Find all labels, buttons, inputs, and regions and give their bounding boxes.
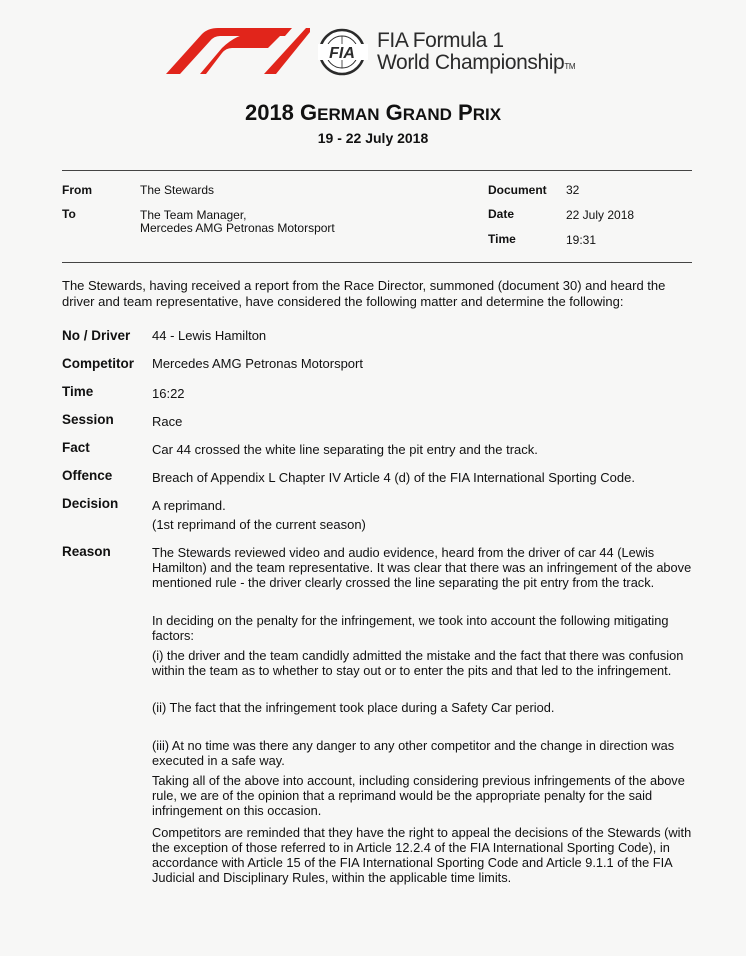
date-label: Date (488, 207, 515, 221)
reason-paragraph-6: Taking all of the above into account, including considering previous infringements of the above rule, we are of the opinion that a reprimand would be the appropriate penalty for the said infringement on this occasion. (152, 773, 685, 818)
from-label: From (62, 183, 92, 197)
reason-paragraph-1: The Stewards reviewed video and audio evidence, heard from the driver of car 44 (Lewis Hamilton) and the team representative. It was clear that there was an infringement of the above mentioned rule - the driver clearly crossed the line separating the pit entry from the track. (152, 545, 692, 590)
driver-value: 44 - Lewis Hamilton (152, 328, 267, 343)
document-label: Document (488, 183, 547, 197)
document-value: 32 (566, 183, 580, 197)
intro-paragraph: The Stewards, having received a report from the Race Director, summoned (document 30) and heard the driver and team representative, have considered the following matter and determine the following: (62, 278, 666, 309)
title-p: P (458, 100, 473, 125)
header-logo-band (150, 16, 610, 86)
reason-paragraph-2: In deciding on the penalty for the infringement, we took into account the following mitigating factors: (152, 613, 669, 643)
reason-paragraph-7: Competitors are reminded that they have the right to appeal the decisions of the Stewards (with the exception of those referred to in Article 12.2.4 of the FIA International Sporting Code), in accordance with Article 15 of the FIA International Sporting Code and Article 9.1.1 of the FIA Judicial and Disciplinary Rules, within the applicable time limits. (152, 825, 692, 885)
competitor-label: Competitor (62, 356, 134, 371)
time-label: Time (488, 232, 516, 246)
title-year: 2018 (244, 100, 294, 125)
date-value: 22 July 2018 (566, 208, 635, 222)
decision-value-line-2: (1st reprimand of the current season) (152, 517, 366, 532)
fia-badge-icon (314, 27, 374, 77)
title-rix: RIX (472, 105, 502, 124)
brand-line-2-text: World Championship (377, 51, 565, 74)
brand-text (377, 30, 575, 78)
title-g: G (300, 100, 318, 125)
event-dates: 19 - 22 July 2018 (317, 130, 429, 146)
brand-tm: TM (564, 62, 576, 71)
session-label: Session (62, 412, 114, 427)
brand-line-2 (377, 52, 575, 78)
fact-label: Fact (62, 440, 90, 455)
driver-label: No / Driver (62, 328, 131, 343)
reason-paragraph-3: (i) the driver and the team candidly admitted the mistake and the fact that there was confusion within the team as to whether to stay out or to enter the pits and that led to the infringement. (152, 648, 684, 678)
fact-value: Car 44 crossed the white line separating the pit entry and the track. (152, 442, 538, 457)
fia-badge-text: FIA (329, 45, 355, 62)
title-g2: G (385, 100, 403, 125)
brand-line-1: FIA Formula 1 (377, 29, 504, 52)
time-value: 19:31 (566, 233, 597, 247)
session-value: Race (152, 414, 183, 429)
to-label: To (62, 207, 76, 221)
to-value-line-1: The Team Manager, (140, 208, 247, 222)
bottom-divider (62, 262, 692, 263)
top-divider (62, 170, 692, 171)
decision-value-line-1: A reprimand. (152, 498, 226, 513)
time-field-label: Time (62, 384, 94, 399)
reason-label: Reason (62, 544, 111, 559)
from-value: The Stewards (140, 183, 215, 197)
f1-logo-icon (160, 26, 310, 74)
to-value-line-2: Mercedes AMG Petronas Motorsport (140, 221, 335, 235)
reason-paragraph-5: (iii) At no time was there any danger to any other competitor and the change in direction was executed in a safe way. (152, 738, 675, 768)
competitor-value: Mercedes AMG Petronas Motorsport (152, 356, 363, 371)
decision-label: Decision (62, 496, 119, 511)
page-title (0, 100, 746, 126)
time-field-value: 16:22 (152, 386, 185, 401)
offence-label: Offence (62, 468, 113, 483)
offence-value: Breach of Appendix L Chapter IV Article 4 (d) of the FIA International Sporting Code. (152, 470, 635, 485)
title-erman: ERMAN (317, 105, 380, 124)
title-rand: RAND (402, 105, 452, 124)
reason-paragraph-4: (ii) The fact that the infringement took place during a Safety Car period. (152, 700, 555, 715)
